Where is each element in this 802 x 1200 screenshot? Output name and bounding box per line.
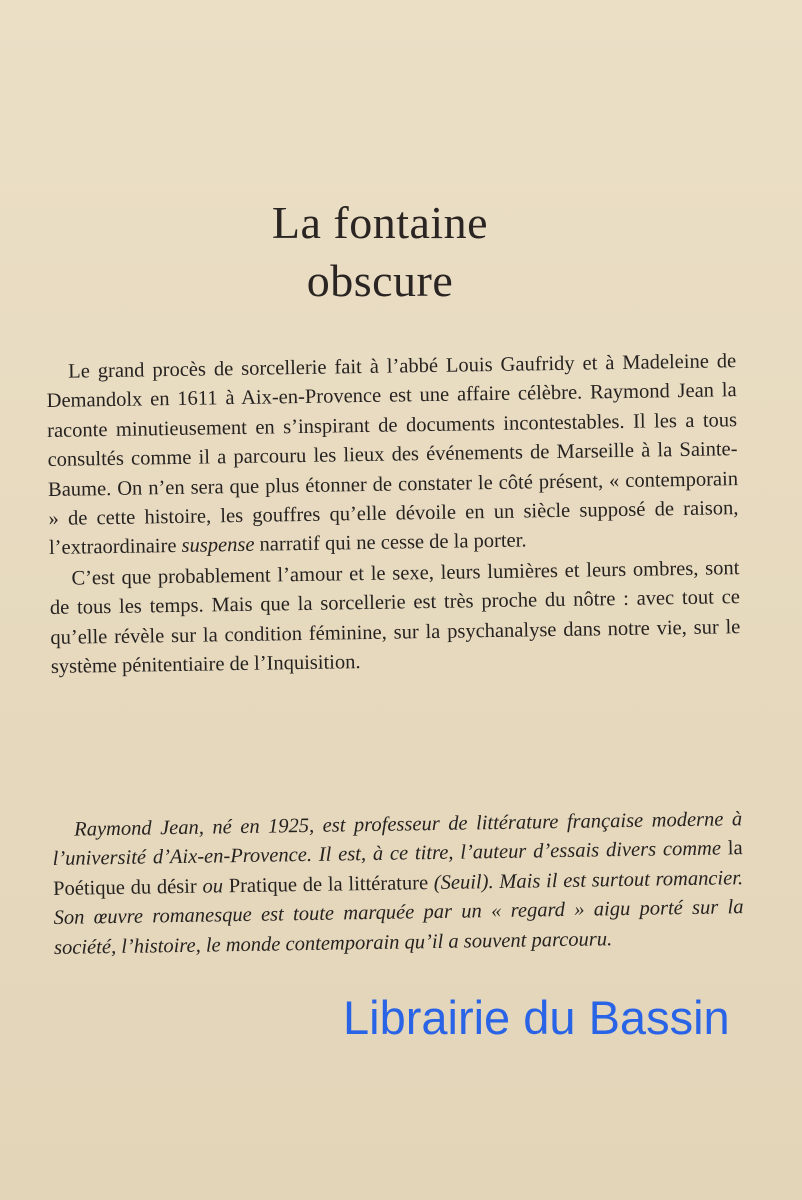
book-summary <box>46 347 741 682</box>
summary-paragraph-1-text-a: Le grand procès de sorcellerie fait à l’abbé Louis Gaufridy et à Madeleine de Demandolx en 1611 à Aix-en-Provence est une affaire célèbre. Raymond Jean la raconte minutieusement en s’inspirant de documents incontestables. Il les a tous consultés comme il a parcouru les lieux des événements de Marseille à la Sainte-Baume. On n’en sera que plus étonner de constater le côté présent, « contemporain » de cette histoire, les gouffres qu’elle dévoile en un siècle supposé de raison, l’extraordinaire <box>46 350 739 560</box>
book-title-line-2: obscure <box>306 255 454 306</box>
bookseller-watermark: Librairie du Bassin <box>343 991 730 1044</box>
author-bio-paragraph <box>52 805 744 963</box>
work-title-pratique: Pratique de la littérature <box>228 871 429 898</box>
author-bio-text-b: ou <box>196 875 229 898</box>
author-bio <box>52 805 744 963</box>
summary-paragraph-1-text-b: narratif qui ne cesse de la porter. <box>254 529 527 557</box>
work-title-poetique: la Poétique du désir <box>52 837 743 900</box>
summary-paragraph-2: C’est que probablement l’amour et le sexe, leurs lumières et leurs ombres, sont de tous les temps. Mais que la sorcellerie est très proche du nôtre : avec tout ce qu’elle révèle sur la condition féminine, sur la psychanalyse dans notre vie, sur le système pénitentiaire de l’Inquisition. <box>49 556 741 679</box>
summary-paragraph-1 <box>46 347 739 564</box>
author-bio-text-a: Raymond Jean, né en 1925, est professeur de littérature française moderne à l’université d’Aix-en-Provence. Il est, à ce titre, l’auteur d’essais divers comme <box>52 808 743 871</box>
book-title-line-1: La fontaine <box>271 197 489 248</box>
summary-italic-word: suspense <box>181 534 255 558</box>
author-bio-text-c: (Seuil). Mais il est surtout romancier. Son œuvre romanesque est toute marquée par un « regard » aigu porté sur la société, l’histoire, le monde contemporain qu’il a souvent parcouru. <box>53 866 744 959</box>
book-title <box>0 194 760 310</box>
